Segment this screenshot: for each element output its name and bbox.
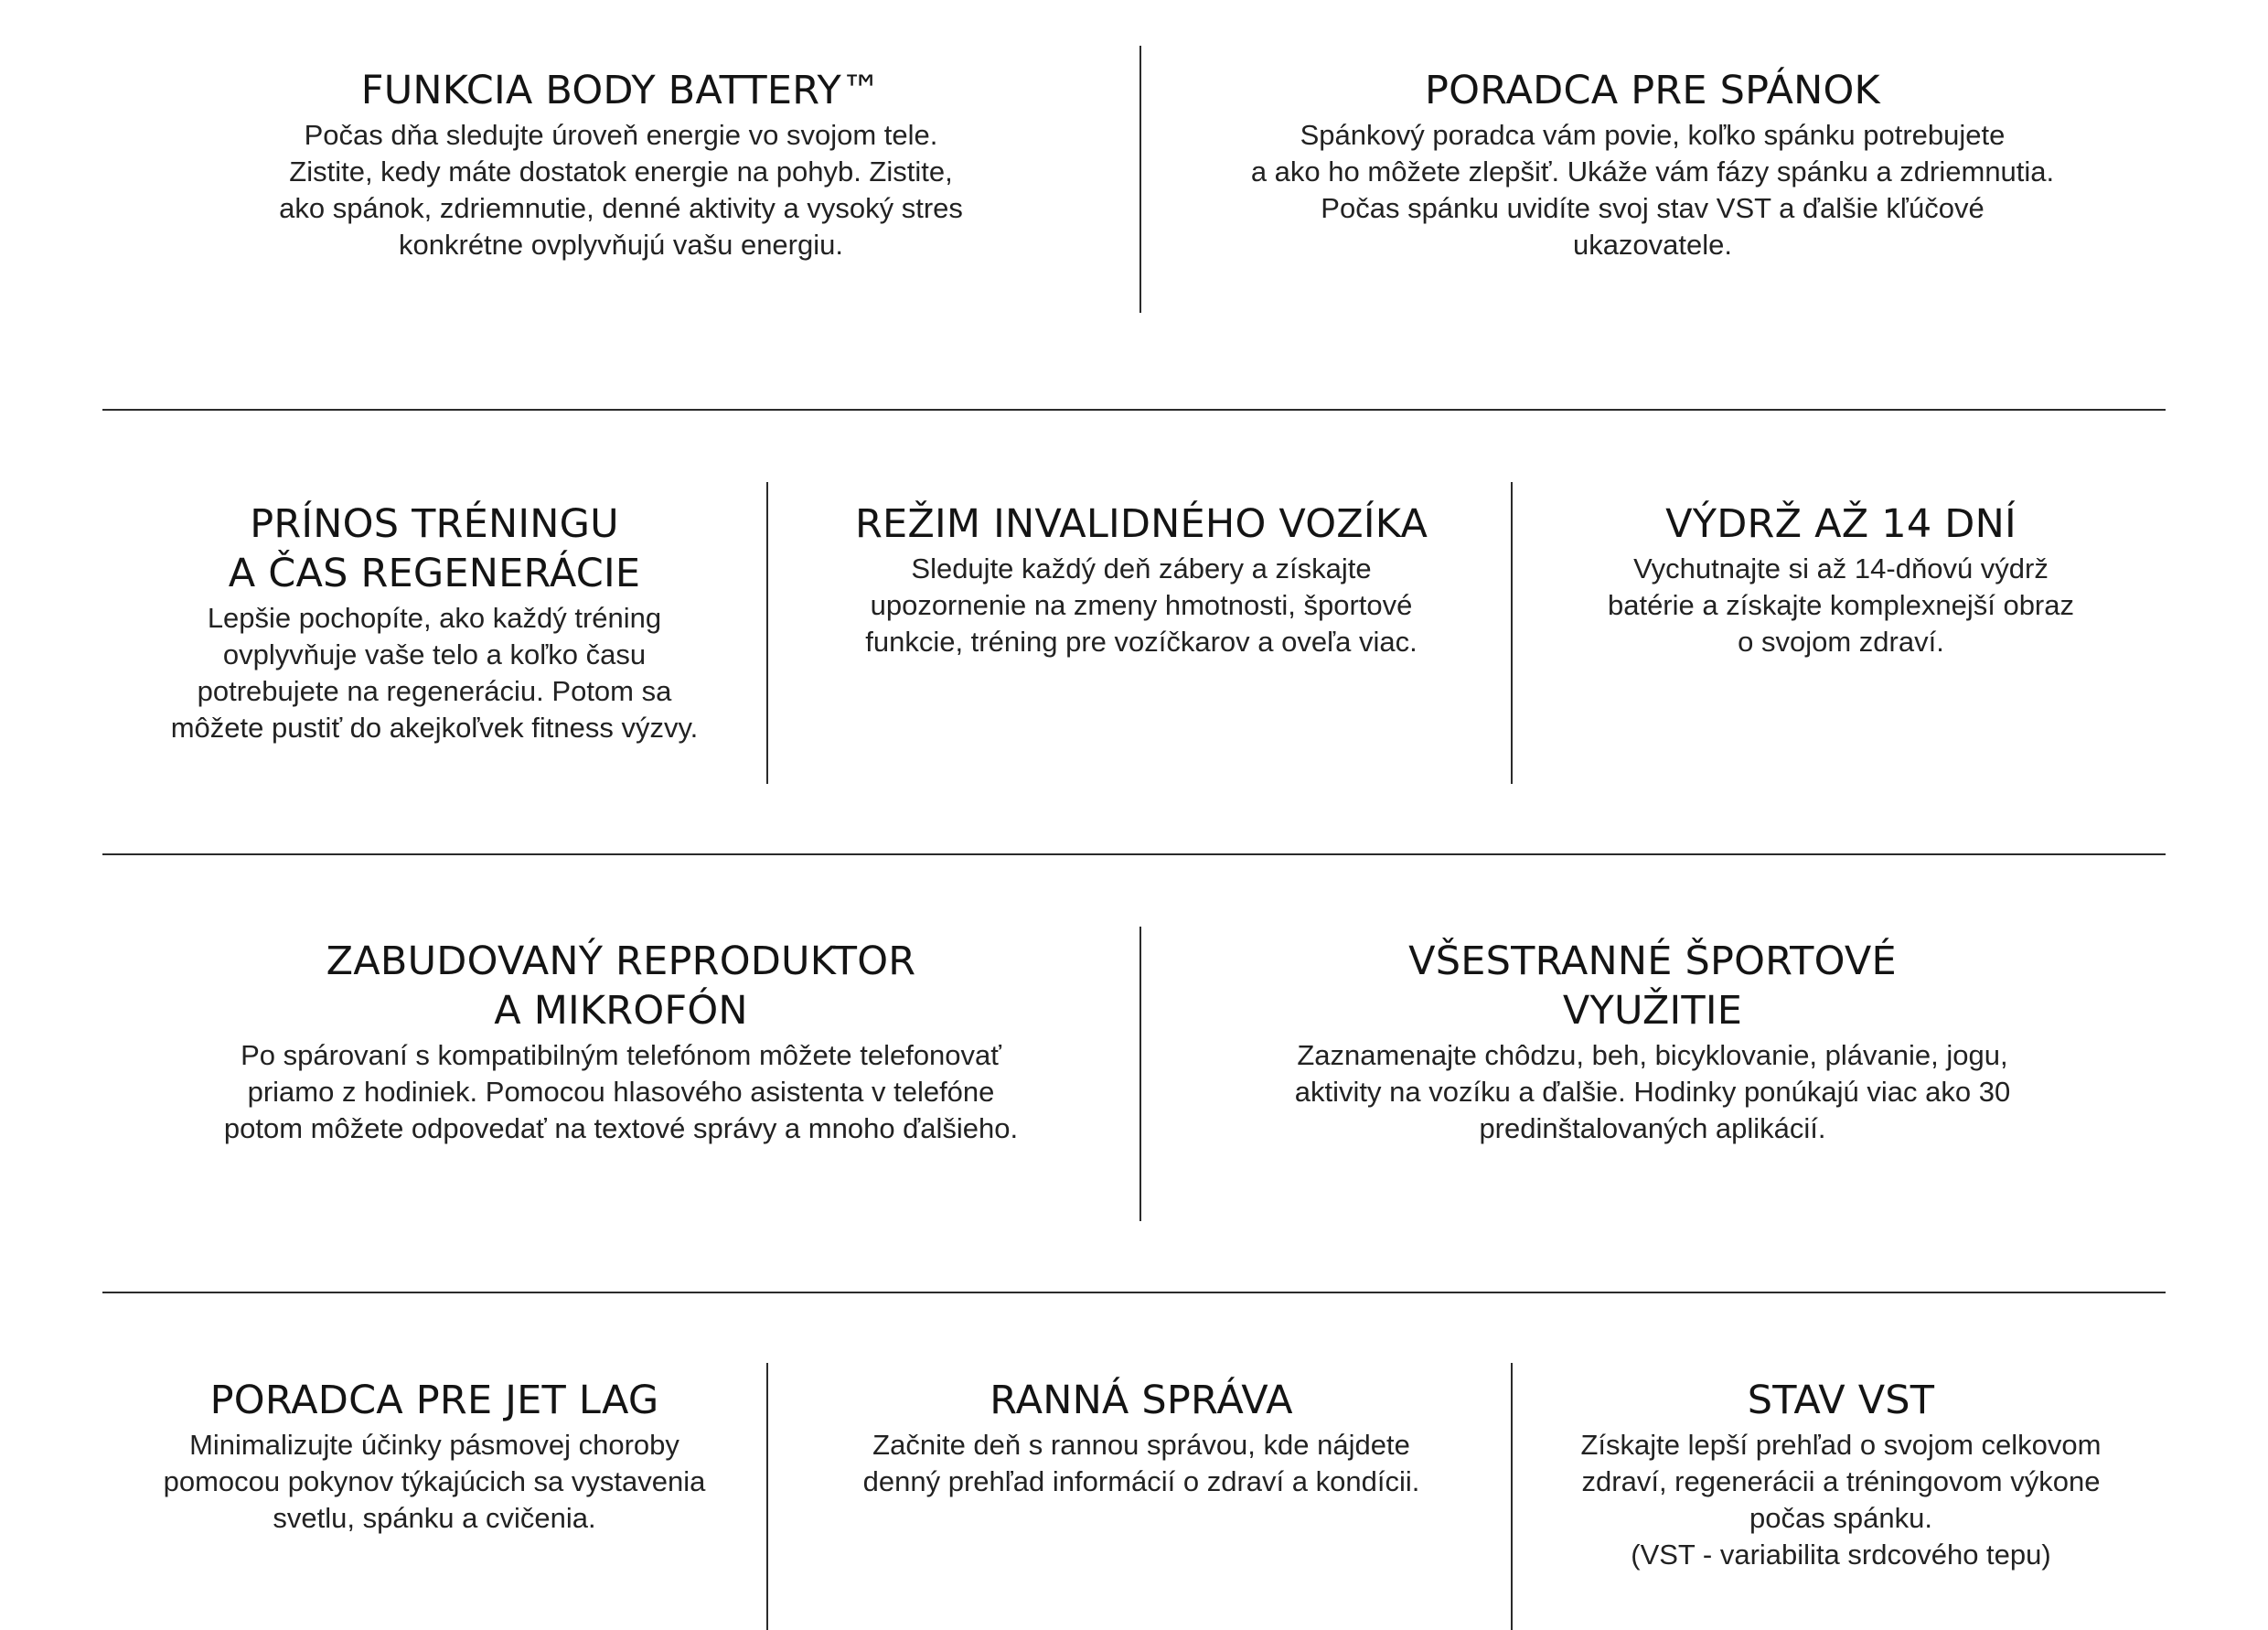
- horizontal-divider: [102, 853, 2166, 855]
- feature-title: FUNKCIA BODY BATTERY™: [360, 68, 882, 113]
- feature-wheelchair-mode: [770, 499, 1513, 660]
- feature-description: Minimalizujte účinky pásmovej choroby pomocou pokynov týkajúcich sa vystavenia svetlu, spánku a cvičenia.: [163, 1429, 706, 1534]
- feature-title: VÝDRŽ AŽ 14 DNÍ: [1665, 501, 2017, 547]
- vertical-divider: [1139, 46, 1141, 313]
- feature-row-4: [102, 1376, 2166, 1623]
- feature-description: Lepšie pochopíte, ako každý tréning ovplyvňuje vaše telo a koľko času potrebujete na regeneráciu. Potom sa môžete pustiť do akejkoľvek fitness výzvy.: [170, 602, 699, 744]
- feature-title: PORADCA PRE SPÁNOK: [1425, 68, 1880, 113]
- vertical-divider: [1139, 927, 1141, 1221]
- feature-title: ZABUDOVANÝ REPRODUKTOR A MIKROFÓN: [326, 938, 916, 1034]
- feature-row-3: [102, 937, 2166, 1229]
- feature-title: REŽIM INVALIDNÉHO VOZÍKA: [854, 501, 1428, 547]
- feature-versatile-sports: [1139, 937, 2166, 1147]
- feature-body-battery: [102, 66, 1139, 263]
- feature-description: Sledujte každý deň zábery a získajte upozornenie na zmeny hmotnosti, športové funkcie, tréning pre vozíčkarov a oveľa viac.: [865, 552, 1418, 658]
- vertical-divider: [1511, 1363, 1513, 1630]
- feature-speaker-microphone: [102, 937, 1139, 1147]
- feature-title: VŠESTRANNÉ ŠPORTOVÉ VYUŽITIE: [1408, 938, 1897, 1034]
- feature-description: Spánkový poradca vám povie, koľko spánku potrebujete a ako ho môžete zlepšiť. Ukáže vám fázy spánku a zdriemnutia. Počas spánku uvidíte svoj stav VST a ďalšie kľúčové ukazovatele.: [1250, 119, 2055, 261]
- feature-row-2: [102, 499, 2166, 801]
- vertical-divider: [1511, 482, 1513, 784]
- feature-description: Získajte lepší prehľad o svojom celkovom zdraví, regenerácii a tréningovom výkone počas spánku. (VST - variabilita srdcového tepu): [1580, 1429, 2102, 1571]
- feature-jet-lag: [102, 1376, 766, 1537]
- vertical-divider: [766, 1363, 768, 1630]
- feature-hrv-status: [1516, 1376, 2166, 1573]
- feature-training-effect: [102, 499, 766, 746]
- feature-description: Zaznamenajte chôdzu, beh, bicyklovanie, plávanie, jogu, aktivity na vozíku a ďalšie. Hodinky ponúkajú viac ako 30 predinštalovaných aplikácií.: [1294, 1039, 2011, 1144]
- feature-title: PORADCA PRE JET LAG: [209, 1378, 659, 1423]
- feature-sleep-coach: [1139, 66, 2166, 263]
- feature-row-1: [102, 66, 2166, 340]
- feature-title: STAV VST: [1747, 1378, 1935, 1423]
- feature-description: Vychutnajte si až 14-dňovú výdrž batérie a získajte komplexnejší obraz o svojom zdraví.: [1607, 552, 2075, 658]
- feature-title: RANNÁ SPRÁVA: [990, 1378, 1293, 1423]
- horizontal-divider: [102, 1292, 2166, 1293]
- feature-description: Po spárovaní s kompatibilným telefónom môžete telefonovať priamo z hodiniek. Pomocou hlasového asistenta v telefóne potom môžete odpovedať na textové správy a mnoho ďalšieho.: [223, 1039, 1019, 1144]
- feature-description: Začnite deň s rannou správou, kde nájdete denný prehľad informácií o zdraví a kondícii.: [862, 1429, 1420, 1497]
- feature-title: PRÍNOS TRÉNINGU A ČAS REGENERÁCIE: [228, 501, 641, 596]
- feature-description: Počas dňa sledujte úroveň energie vo svojom tele. Zistite, kedy máte dostatok energie na pohyb. Zistite, ako spánok, zdriemnutie, denné aktivity a vysoký stres konkrétne ovplyvňujú vašu energiu.: [279, 119, 963, 261]
- feature-battery-life: [1516, 499, 2166, 660]
- horizontal-divider: [102, 409, 2166, 411]
- feature-morning-report: [770, 1376, 1513, 1500]
- vertical-divider: [766, 482, 768, 784]
